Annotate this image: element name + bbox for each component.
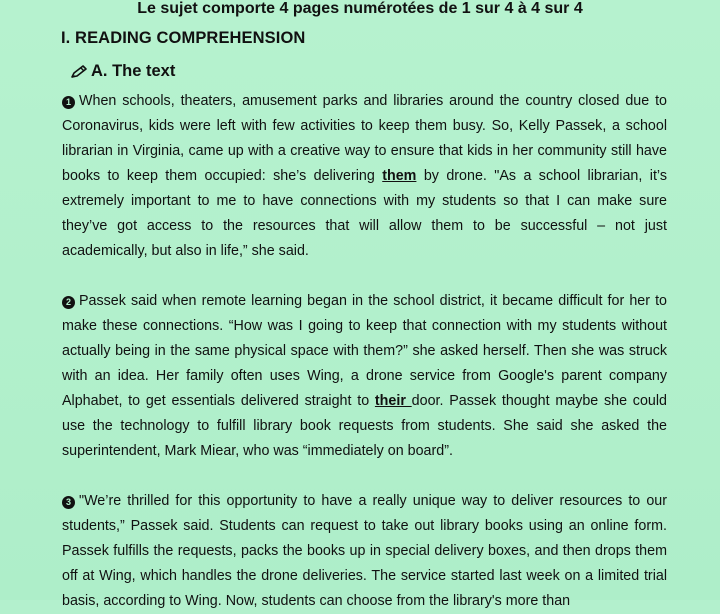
page-count-note: Le sujet comporte 4 pages numérotées de 1 sur 4 à 4 sur 4 xyxy=(137,0,583,17)
subsection-title xyxy=(70,62,175,81)
circled-number-icon: 1 xyxy=(62,96,75,109)
paragraph-1-text-start: When schools, theaters, amusement parks and libraries around the country closed due to Coronavirus, kids were left with few activities to keep them busy. So, Kelly Passek, a school librarian in Virginia, came up with a creative way to ensure that kids in her community still have books to keep them occupied: she’s delivering xyxy=(62,93,667,184)
subsection-title-text: A. The text xyxy=(91,62,176,80)
paragraph-1 xyxy=(62,89,667,264)
paragraph-2-text-end: door. Passek thought maybe she could use the technology to fulfill library book requests from students. She said she asked the superintendent, Mark Miear, who was “immediately on board”. xyxy=(62,393,667,459)
circled-number-icon: 2 xyxy=(62,296,75,309)
paragraph-1-emphasis: them xyxy=(382,168,417,184)
pencil-icon xyxy=(70,64,88,80)
paragraph-1-text-end: by drone. "As a school librarian, it’s extremely important to me to have connections with my students so that I can make sure they’ve got access to the resources that will allow them to be successful – not just academically, but also in life,” she said. xyxy=(62,168,667,259)
section-title: I. READING COMPREHENSION xyxy=(61,29,306,47)
paragraph-2-emphasis: their xyxy=(374,393,412,409)
paragraph-2-text-start: Passek said when remote learning began in the school district, it became difficult for her to make these connections. “How was I going to keep that connection with my students without actually being in the same physical space with them?” she asked herself. Then she was struck with an idea. Her family often uses Wing, a drone service from Google's parent company Alphabet, to get essentials delivered straight to xyxy=(62,293,667,409)
paragraph-3-text: "We’re thrilled for this opportunity to have a really unique way to deliver resources to our students,” Passek said. Students can request to take out library books using an online form. Passek fulfills the requests, packs the books up in special delivery boxes, and then drops them off at Wing, which handles the drone deliveries. The service started last week on a limited trial basis, according to Wing. Now, students can choose from the library's more than xyxy=(62,493,667,609)
paragraph-2 xyxy=(62,289,667,464)
paragraph-3 xyxy=(62,489,667,614)
circled-number-icon: 3 xyxy=(62,496,75,509)
